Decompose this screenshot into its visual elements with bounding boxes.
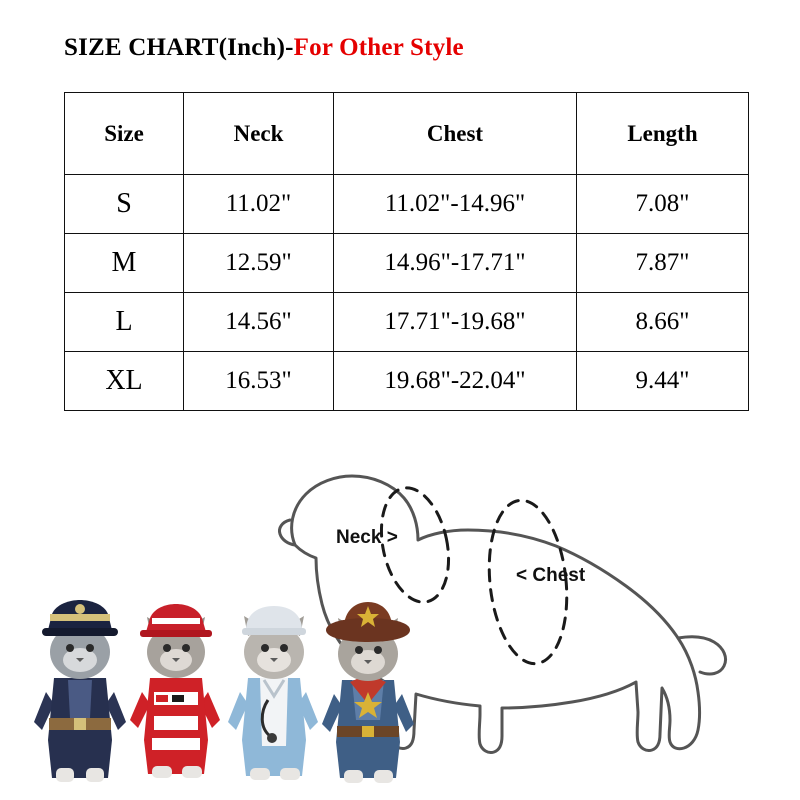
cell-length: 9.44" [577, 352, 749, 411]
cell-length: 7.08" [577, 175, 749, 234]
cell-length: 8.66" [577, 293, 749, 352]
column-header-chest: Chest [334, 93, 577, 175]
cell-chest: 14.96"-17.71" [334, 234, 577, 293]
cell-chest: 19.68"-22.04" [334, 352, 577, 411]
column-header-size: Size [65, 93, 184, 175]
page-title [64, 34, 464, 62]
cell-neck: 14.56" [184, 293, 334, 352]
cell-length: 7.87" [577, 234, 749, 293]
cell-size: S [65, 175, 184, 234]
measurement-illustration [0, 430, 800, 800]
neck-measure-label: Neck > [336, 527, 398, 548]
cell-size: L [65, 293, 184, 352]
cat-photo-doctor [224, 600, 324, 782]
cell-neck: 12.59" [184, 234, 334, 293]
page-title-accent: For Other Style [293, 34, 464, 61]
cell-neck: 11.02" [184, 175, 334, 234]
page-title-main: SIZE CHART(Inch)- [64, 34, 294, 61]
cat-photo-racer [126, 600, 226, 780]
cat-photo-police-officer [28, 600, 133, 785]
cell-size: XL [65, 352, 184, 411]
cat-costume-photos [18, 600, 418, 800]
cell-neck: 16.53" [184, 352, 334, 411]
table-header-row [65, 93, 749, 175]
cell-size: M [65, 234, 184, 293]
table-row [65, 234, 749, 293]
table-row [65, 293, 749, 352]
chest-measure-label: < Chest [516, 565, 586, 586]
column-header-neck: Neck [184, 93, 334, 175]
column-header-length: Length [577, 93, 749, 175]
cat-photo-cowboy-sheriff [316, 600, 420, 785]
table-row [65, 352, 749, 411]
cell-chest: 17.71"-19.68" [334, 293, 577, 352]
table-row [65, 175, 749, 234]
size-chart-table [64, 92, 749, 411]
cell-chest: 11.02"-14.96" [334, 175, 577, 234]
dog-tail-path [678, 637, 726, 674]
